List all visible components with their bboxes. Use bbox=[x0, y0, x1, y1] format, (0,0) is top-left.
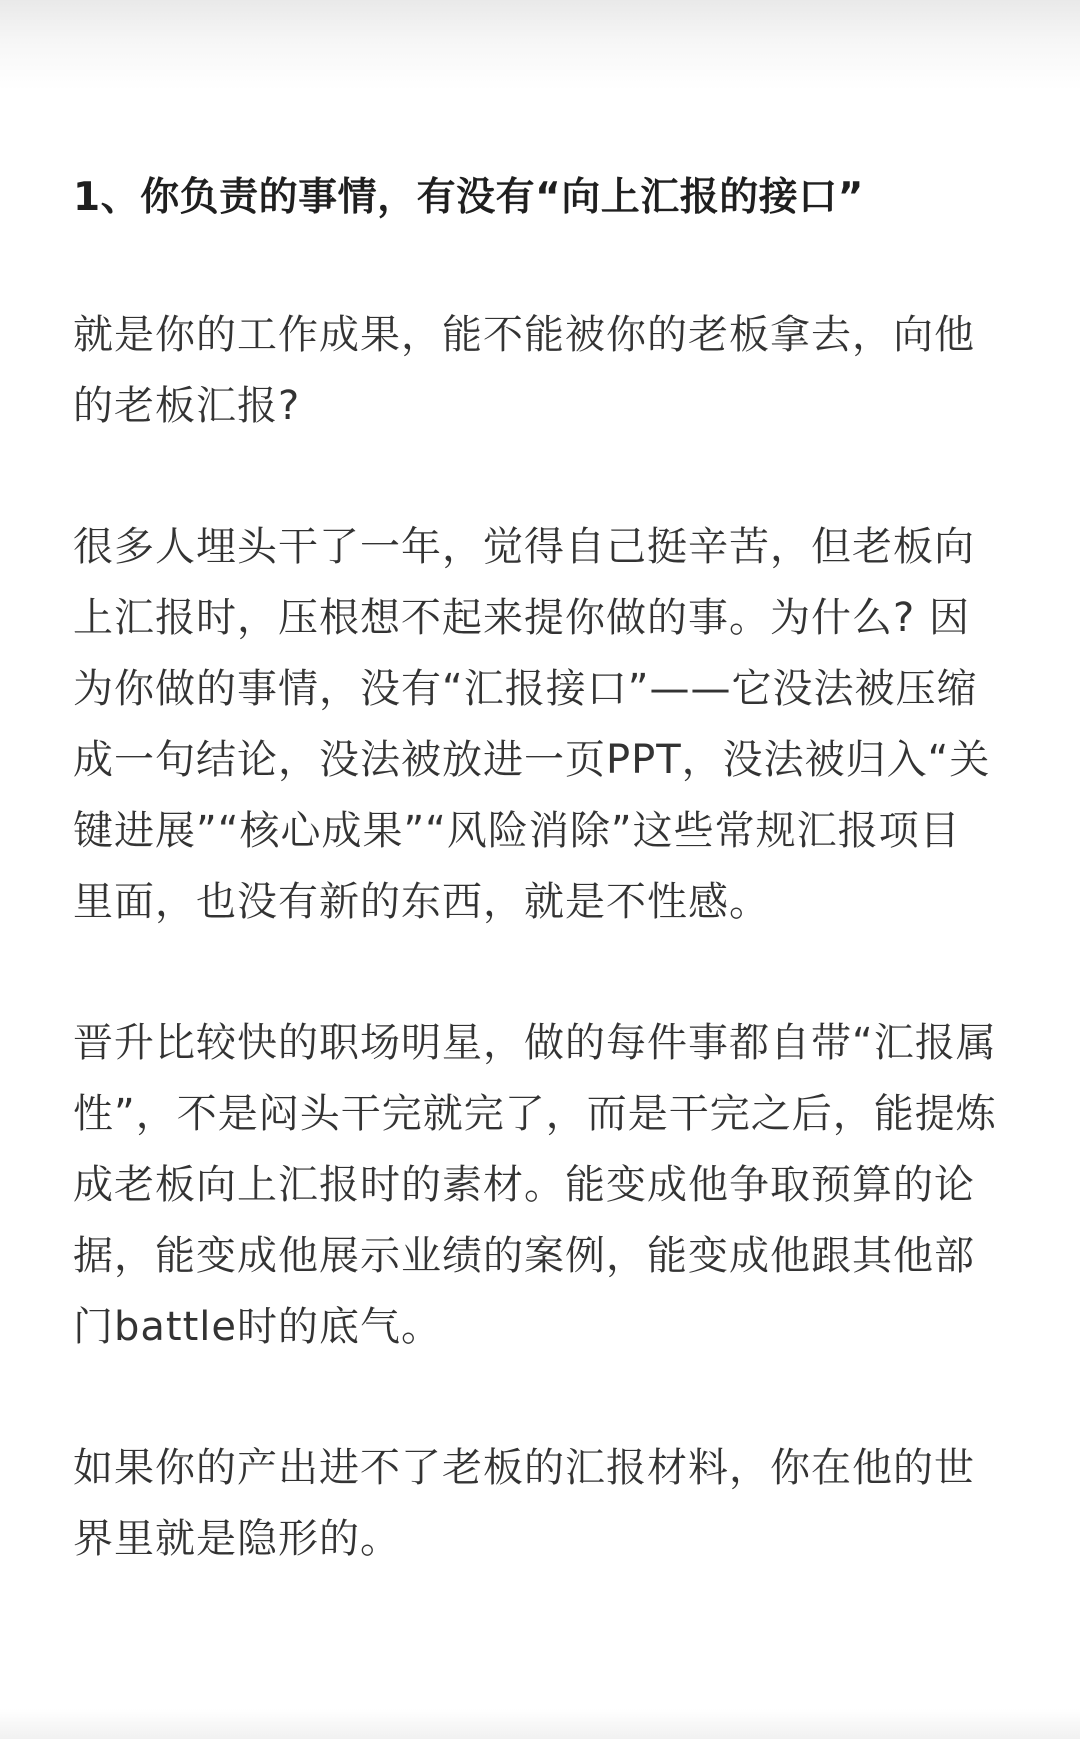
paragraph-no-report-interface: 很多人埋头干了一年，觉得自己挺辛苦，但老板向上汇报时，压根想不起来提你做的事。为什么? 因为你做的事情，没有“汇报接口”——它没法被压缩成一句结论，没法被放进一页PPT，没法被归入“关键进展”“核心成果”“风险消除”这些常规汇报项目里面，也没有新的东西，就是不性感。 bbox=[73, 524, 991, 925]
paragraph-invisible: 如果你的产出进不了老板的汇报材料，你在他的世界里就是隐形的。 bbox=[73, 1445, 975, 1562]
top-shadow bbox=[0, 0, 1080, 90]
paragraph-report-definition: 就是你的工作成果，能不能被你的老板拿去，向他的老板汇报? bbox=[73, 312, 975, 429]
paragraph-career-stars: 晋升比较快的职场明星，做的每件事都自带“汇报属性”，不是闷头干完就完了，而是干完之后，能提炼成老板向上汇报时的素材。能变成他争取预算的论据，能变成他展示业绩的案例，能变成他跟其他部门battle时的底气。 bbox=[73, 1020, 997, 1350]
article-heading: 1、你负责的事情，有没有“向上汇报的接口” bbox=[73, 175, 864, 220]
bottom-shadow bbox=[0, 1709, 1080, 1739]
